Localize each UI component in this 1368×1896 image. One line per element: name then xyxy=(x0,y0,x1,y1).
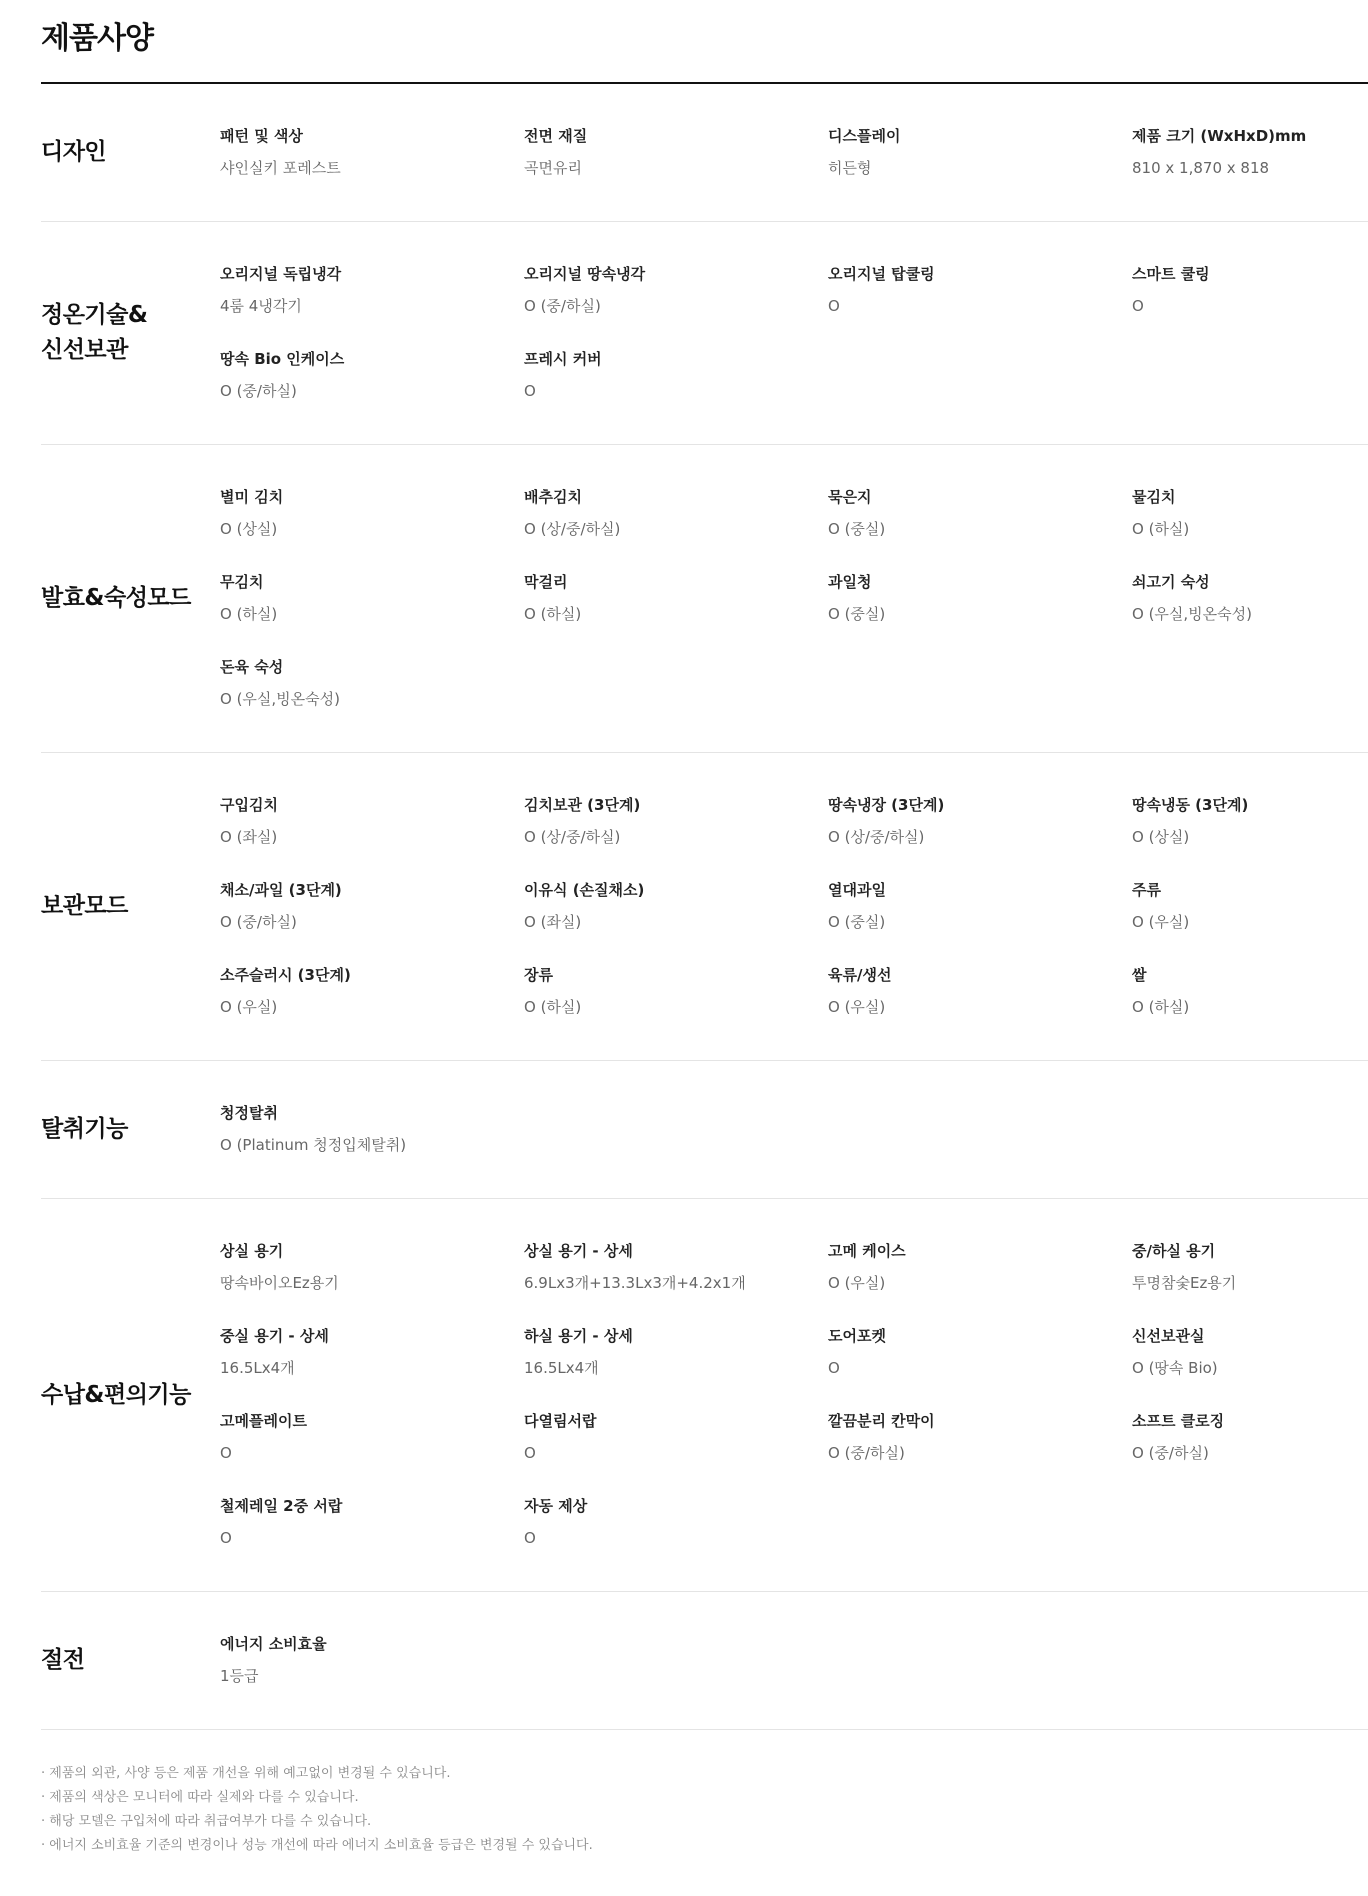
spec-value: O (우실,빙온숙성) xyxy=(220,690,340,708)
spec-item xyxy=(220,1410,524,1465)
spec-value: O xyxy=(220,1529,232,1547)
spec-value: 6.9Lx3개+13.3Lx3개+4.2x1개 xyxy=(524,1274,746,1292)
spec-item xyxy=(524,879,828,934)
spec-value: O (좌실) xyxy=(524,913,582,931)
spec-item xyxy=(524,348,828,403)
spec-label: 장류 xyxy=(524,966,553,984)
spec-value: O (중/하실) xyxy=(220,382,297,400)
spec-item xyxy=(828,964,1132,1019)
spec-value: O xyxy=(524,1529,536,1547)
spec-item xyxy=(524,794,828,849)
spec-label: 하실 용기 - 상세 xyxy=(524,1327,633,1345)
spec-item xyxy=(1132,571,1368,626)
spec-item xyxy=(220,571,524,626)
spec-label: 고메플레이트 xyxy=(220,1412,307,1430)
spec-item xyxy=(524,486,828,541)
spec-value: 1등급 xyxy=(220,1667,259,1685)
spec-item xyxy=(524,571,828,626)
spec-value: 곡면유리 xyxy=(524,159,582,177)
section-title: 발효&숙성모드 xyxy=(41,585,191,611)
spec-value: 땅속바이오Ez용기 xyxy=(220,1274,339,1292)
spec-item xyxy=(220,656,524,711)
spec-label: 에너지 소비효율 xyxy=(220,1635,327,1653)
spec-item xyxy=(524,964,828,1019)
spec-item xyxy=(828,879,1132,934)
spec-item xyxy=(1132,794,1368,849)
spec-item xyxy=(828,1325,1132,1380)
disclaimer-note: · 에너지 소비효율 기준의 변경이나 성능 개선에 따라 에너지 소비효율 등급은 변경될 수 있습니다. xyxy=(41,1838,593,1853)
spec-item xyxy=(1132,1240,1368,1295)
section-title: 절전 xyxy=(41,1647,85,1673)
spec-label: 이유식 (손질채소) xyxy=(524,881,645,899)
spec-grid xyxy=(220,445,1368,752)
spec-value: O (중/하실) xyxy=(828,1444,905,1462)
section-title: 수납&편의기능 xyxy=(41,1381,191,1408)
spec-grid xyxy=(220,1199,1368,1591)
spec-value: O (중/하실) xyxy=(220,913,297,931)
spec-item xyxy=(1132,263,1368,318)
spec-item xyxy=(220,486,524,541)
spec-label: 디스플레이 xyxy=(828,127,901,145)
spec-label: 오리지널 독립냉각 xyxy=(220,265,342,283)
spec-item xyxy=(220,1240,524,1295)
spec-label: 전면 재질 xyxy=(524,127,588,145)
spec-item xyxy=(1132,964,1368,1019)
spec-value: O (중/하실) xyxy=(524,297,601,315)
spec-section xyxy=(41,84,1368,222)
disclaimer-note: · 해당 모델은 구입처에 따라 취급여부가 다를 수 있습니다. xyxy=(41,1814,372,1829)
spec-container xyxy=(41,0,1368,1858)
spec-value: O (우실) xyxy=(220,998,278,1016)
spec-label: 채소/과일 (3단계) xyxy=(220,881,342,899)
spec-value: 투명참숯Ez용기 xyxy=(1132,1274,1237,1292)
spec-grid xyxy=(220,753,1368,1060)
spec-item xyxy=(220,794,524,849)
spec-item xyxy=(1132,1410,1368,1465)
spec-label: 땅속냉장 (3단계) xyxy=(828,796,945,814)
disclaimer-note: · 제품의 외관, 사양 등은 제품 개선을 위해 예고없이 변경될 수 있습니다. xyxy=(41,1766,451,1781)
spec-label: 막걸리 xyxy=(524,573,568,591)
spec-value: O (하실) xyxy=(1132,998,1190,1016)
spec-value: O (좌실) xyxy=(220,828,278,846)
spec-item xyxy=(220,1325,524,1380)
spec-grid xyxy=(220,1061,1368,1198)
spec-value: O (우실) xyxy=(1132,913,1190,931)
spec-label: 무김치 xyxy=(220,573,264,591)
spec-label: 고메 케이스 xyxy=(828,1242,906,1260)
spec-section xyxy=(41,753,1368,1061)
section-title: 보관모드 xyxy=(41,893,128,919)
spec-value: 히든형 xyxy=(828,159,872,177)
spec-item xyxy=(828,1240,1132,1295)
spec-item xyxy=(828,263,1132,318)
spec-item xyxy=(220,1102,524,1157)
spec-label: 김치보관 (3단계) xyxy=(524,796,641,814)
spec-label: 묵은지 xyxy=(828,488,872,506)
spec-item xyxy=(220,348,524,403)
spec-value: O (상/중/하실) xyxy=(524,520,621,538)
spec-section xyxy=(41,1199,1368,1592)
spec-label: 중/하실 용기 xyxy=(1132,1242,1216,1260)
spec-value: 샤인실키 포레스트 xyxy=(220,159,341,177)
spec-label: 쇠고기 숙성 xyxy=(1132,573,1210,591)
spec-label: 육류/생선 xyxy=(828,966,892,984)
spec-item xyxy=(828,125,1132,180)
spec-label: 상실 용기 - 상세 xyxy=(524,1242,633,1260)
spec-label: 도어포켓 xyxy=(828,1327,886,1345)
spec-item xyxy=(828,794,1132,849)
spec-item xyxy=(828,486,1132,541)
spec-label: 주류 xyxy=(1132,881,1161,899)
spec-value: 16.5Lx4개 xyxy=(220,1359,295,1377)
spec-item xyxy=(524,1410,828,1465)
spec-value: O (상/중/하실) xyxy=(524,828,621,846)
spec-value: O (우실) xyxy=(828,998,886,1016)
spec-item xyxy=(524,1495,828,1550)
spec-value: O xyxy=(1132,297,1144,315)
spec-label: 별미 김치 xyxy=(220,488,284,506)
spec-value: O (Platinum 청정입체탈취) xyxy=(220,1136,407,1154)
spec-value: O xyxy=(828,1359,840,1377)
spec-label: 땅속냉동 (3단계) xyxy=(1132,796,1249,814)
spec-label: 소주슬러시 (3단계) xyxy=(220,966,351,984)
spec-value: O (상/중/하실) xyxy=(828,828,925,846)
spec-label: 소프트 클로징 xyxy=(1132,1412,1225,1430)
spec-value: O (하실) xyxy=(524,998,582,1016)
spec-label: 철제레일 2중 서랍 xyxy=(220,1497,343,1515)
spec-label: 다열림서랍 xyxy=(524,1412,597,1430)
section-title: 탈취기능 xyxy=(41,1116,128,1142)
spec-label: 상실 용기 xyxy=(220,1242,284,1260)
spec-item xyxy=(524,263,828,318)
spec-label: 오리지널 땅속냉각 xyxy=(524,265,646,283)
spec-item xyxy=(1132,486,1368,541)
section-title: 디자인 xyxy=(41,139,107,165)
spec-label: 깔끔분리 칸막이 xyxy=(828,1412,935,1430)
spec-value: O xyxy=(524,382,536,400)
spec-value: O xyxy=(524,1444,536,1462)
spec-item xyxy=(1132,125,1368,180)
spec-label: 신선보관실 xyxy=(1132,1327,1205,1345)
spec-item xyxy=(524,1240,828,1295)
spec-label: 프레시 커버 xyxy=(524,350,602,368)
spec-label: 배추김치 xyxy=(524,488,582,506)
spec-section xyxy=(41,445,1368,753)
spec-value: O xyxy=(220,1444,232,1462)
spec-section xyxy=(41,1592,1368,1730)
disclaimer-note: · 제품의 색상은 모니터에 따라 실제와 다를 수 있습니다. xyxy=(41,1790,359,1805)
spec-value: O (하실) xyxy=(220,605,278,623)
spec-value: O xyxy=(828,297,840,315)
spec-item xyxy=(828,571,1132,626)
spec-label: 과일청 xyxy=(828,573,872,591)
spec-item xyxy=(524,125,828,180)
spec-sections xyxy=(41,84,1368,1730)
spec-label: 패턴 및 색상 xyxy=(220,127,303,145)
spec-label: 스마트 쿨링 xyxy=(1132,265,1210,283)
spec-label: 중실 용기 - 상세 xyxy=(220,1327,329,1345)
spec-label: 자동 제상 xyxy=(524,1497,588,1515)
spec-value: O (상실) xyxy=(220,520,278,538)
spec-item xyxy=(220,263,524,318)
spec-label: 구입김치 xyxy=(220,796,278,814)
spec-value: O (우실) xyxy=(828,1274,886,1292)
spec-value: 810 x 1,870 x 818 xyxy=(1132,159,1270,177)
spec-section xyxy=(41,1061,1368,1199)
spec-value: O (상실) xyxy=(1132,828,1190,846)
spec-label: 열대과일 xyxy=(828,881,886,899)
spec-item xyxy=(220,879,524,934)
spec-item xyxy=(220,964,524,1019)
spec-label: 물김치 xyxy=(1132,488,1176,506)
spec-item xyxy=(828,1410,1132,1465)
section-title: 정온기술& 신선보관 xyxy=(41,302,148,363)
spec-label: 돈육 숙성 xyxy=(220,658,284,676)
spec-section xyxy=(41,222,1368,445)
spec-grid xyxy=(220,84,1368,221)
spec-value: O (중/하실) xyxy=(1132,1444,1209,1462)
spec-item xyxy=(220,125,524,180)
disclaimer-notes xyxy=(41,1730,1368,1858)
spec-item xyxy=(1132,879,1368,934)
spec-value: 16.5Lx4개 xyxy=(524,1359,599,1377)
spec-value: O (중실) xyxy=(828,520,886,538)
spec-value: O (중실) xyxy=(828,605,886,623)
spec-label: 제품 크기 (WxHxD)mm xyxy=(1132,127,1307,145)
spec-item xyxy=(220,1495,524,1550)
spec-value: O (중실) xyxy=(828,913,886,931)
spec-label: 청정탈취 xyxy=(220,1104,278,1122)
spec-value: O (땅속 Bio) xyxy=(1132,1359,1218,1377)
spec-item xyxy=(524,1325,828,1380)
spec-value: O (하실) xyxy=(1132,520,1190,538)
spec-value: O (하실) xyxy=(524,605,582,623)
spec-label: 땅속 Bio 인케이스 xyxy=(220,350,345,368)
spec-label: 쌀 xyxy=(1132,966,1147,984)
spec-value: O (우실,빙온숙성) xyxy=(1132,605,1252,623)
page-title: 제품사양 xyxy=(41,0,1368,84)
spec-item xyxy=(1132,1325,1368,1380)
spec-value: 4룸 4냉각기 xyxy=(220,297,302,315)
spec-grid xyxy=(220,222,1368,444)
spec-label: 오리지널 탑쿨링 xyxy=(828,265,935,283)
spec-grid xyxy=(220,1592,1368,1729)
spec-item xyxy=(220,1633,524,1688)
